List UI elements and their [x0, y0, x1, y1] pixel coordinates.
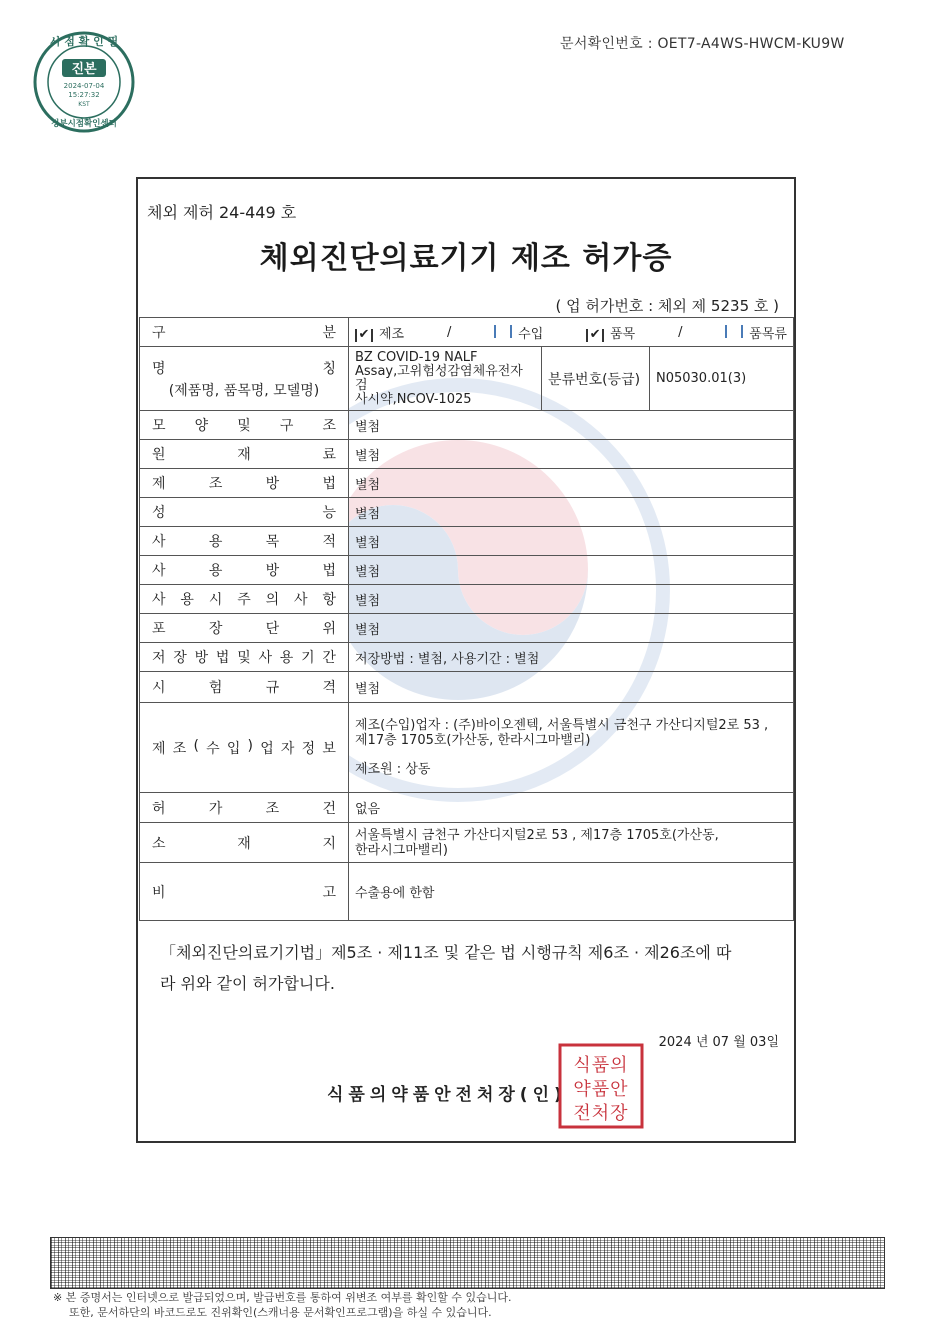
spec-row-label [146, 502, 342, 522]
spec-row [140, 585, 794, 614]
spec-row [140, 411, 794, 440]
spec-row-label-char: 기 [301, 650, 315, 666]
checked-box-icon: ✔ [586, 329, 604, 342]
spec-row-label-char: 항 [322, 592, 336, 608]
legal-line: 라 위와 같이 허가합니다. [160, 974, 335, 993]
spec-row [140, 469, 794, 498]
spec-row-label-char: 방 [194, 650, 209, 666]
permit-details-table [139, 317, 794, 921]
notice-line: 또한, 문서하단의 바코드로도 진위확인(스캐너용 문서확인프로그램)을 하실 수 있습니다. [69, 1306, 492, 1319]
spec-row-label-char: 시 [152, 680, 166, 696]
spec-row-label [146, 647, 342, 667]
spec-row-label-char: 재 [237, 447, 251, 463]
name-row [140, 347, 794, 411]
spec-row-label-char: 조 [208, 476, 223, 492]
option-separator: / [446, 324, 452, 340]
spec-row-value: 저장방법 : 별첨, 사용기간 : 별첨 [349, 643, 794, 672]
spec-row-label-char: 규 [265, 680, 280, 696]
manufacturer-line: 제17층 1705호(가산동, 한라시그마밸리) [355, 733, 591, 748]
product-name-line: 사시약,NCOV-1025 [355, 391, 472, 407]
spec-row-label-char: 방 [265, 476, 280, 492]
spec-row-label [146, 618, 342, 638]
spec-row-value: 별첨 [349, 585, 794, 614]
spec-row-label-char: 적 [322, 534, 336, 550]
division-options [355, 323, 787, 342]
svg-text:정부시점확인센터: 정부시점확인센터 [51, 119, 117, 129]
spec-row-label [146, 444, 342, 464]
spec-row-label-char: 용 [180, 592, 194, 608]
spec-row-value: 별첨 [349, 672, 794, 703]
manufacturer-label-char: 업 [260, 740, 274, 757]
spec-row-label-char: 구 [279, 418, 294, 434]
name-label-cell [140, 347, 349, 411]
svg-text:약품안: 약품안 [573, 1079, 629, 1100]
spec-row-label-char: 저 [152, 650, 166, 666]
spec-row [140, 672, 794, 703]
legal-line: 「체외진단의료기기법」제5조 · 제11조 및 같은 법 시행규칙 제6조 · 제26조에 따 [160, 943, 732, 962]
spec-row [140, 440, 794, 469]
spec-row-label-char: 사 [152, 534, 166, 550]
manufacturer-label-char: ( [193, 737, 199, 754]
manufacturer-label-char: 수 [206, 740, 220, 757]
manufacturer-label-char: 조 [172, 740, 187, 757]
manufacturer-value-cell [349, 703, 794, 793]
spec-row [140, 527, 794, 556]
location-row [140, 823, 794, 863]
manufacturer-label-char: 제 [152, 740, 166, 757]
product-name-line: Assay,고위험성감염체유전자검 [355, 363, 523, 393]
spec-row-label [146, 560, 342, 580]
class-number-value: N05030.01(3) [650, 347, 794, 411]
spec-row-label-char: 사 [258, 650, 273, 666]
division-option [494, 323, 543, 342]
manufacturer-label-char: 정 [301, 740, 316, 757]
spec-row-label [146, 677, 342, 697]
location-line: 서울특별시 금천구 가산디지털2로 53 , 제17층 1705호(가산동, [355, 827, 719, 843]
spec-row-label [146, 415, 342, 435]
manufacturer-label-char: ) [247, 737, 253, 754]
spec-row-label-char: 능 [322, 505, 336, 521]
spec-row-label-char: 방 [265, 563, 280, 579]
spec-row-label-char: 포 [152, 621, 166, 637]
division-label [146, 322, 342, 342]
manufacturer-label-char: 보 [322, 740, 336, 757]
product-name-line: BZ COVID-19 NALF [355, 349, 478, 365]
manufacturer-label-char: 입 [226, 740, 241, 757]
document-confirm-number: 문서확인번호 : OET7-A4WS-HWCM-KU9W [560, 36, 845, 52]
verification-seal [32, 30, 136, 134]
permit-number: 체외 제허 24-449 호 [147, 203, 297, 222]
division-option [586, 323, 635, 342]
spec-row [140, 498, 794, 527]
spec-row-label-char: 험 [208, 680, 223, 696]
spec-row [140, 556, 794, 585]
remarks-label-char: 비 [152, 884, 166, 901]
division-option-label: 수입 [518, 326, 544, 342]
issuing-authority: 식품의약품안전처장(인) [327, 1085, 567, 1105]
spec-row-label [146, 473, 342, 493]
spec-row-label-char: 위 [322, 621, 336, 637]
spec-row [140, 643, 794, 672]
name-label-char: 칭 [322, 360, 336, 377]
division-label-char: 분 [322, 325, 336, 341]
spec-row-label-char: 장 [208, 621, 223, 637]
svg-text:시 점 확 인 필: 시 점 확 인 필 [49, 35, 119, 48]
conditions-label-char: 조 [265, 800, 280, 817]
svg-text:진본: 진본 [71, 62, 97, 77]
location-label [146, 833, 342, 853]
division-option-label: 품목 [610, 326, 636, 342]
spec-row-label-char: 양 [194, 418, 209, 434]
svg-text:전처장: 전처장 [573, 1103, 629, 1124]
spec-row-label-char: 주 [237, 592, 251, 608]
spec-row-label-char: 제 [152, 476, 166, 492]
option-separator: / [678, 324, 683, 340]
spec-row-label-char: 법 [322, 476, 336, 492]
spec-row-label-char: 용 [279, 650, 294, 666]
manufacturer-label-char: 자 [280, 740, 295, 757]
business-license-number: ( 업 허가번호 : 체외 제 5235 호 ) [555, 297, 779, 315]
spec-row-label-char: 목 [265, 534, 280, 550]
manufacturer-line: 제조(수입)업자 : (주)바이오젠텍, 서울특별시 금천구 가산디지털2로 53 , [355, 718, 769, 733]
location-label-char: 소 [152, 835, 166, 852]
division-row [140, 318, 794, 347]
spec-row-label [146, 531, 342, 551]
spec-row-label-char: 원 [152, 447, 166, 463]
remarks-row [140, 863, 794, 921]
spec-row-value: 별첨 [349, 498, 794, 527]
spec-row-label-char: 장 [173, 650, 187, 666]
conditions-row [140, 793, 794, 823]
checked-box-icon: ✔ [355, 329, 373, 342]
conditions-label-char: 건 [322, 800, 336, 817]
spec-row-value: 별첨 [349, 411, 794, 440]
spec-row-label-char: 격 [322, 680, 336, 696]
spec-row-label-char: 및 [237, 418, 251, 434]
spec-row-label-char: 조 [322, 418, 336, 434]
name-label [146, 358, 342, 378]
location-value-cell [349, 823, 794, 863]
spec-row-label-char: 의 [265, 592, 280, 608]
location-line: 한라시그마밸리) [355, 842, 448, 858]
name-label-sub: (제품명, 품목명, 모델명) [168, 382, 320, 399]
simple-rows [140, 411, 794, 703]
division-label-cell [140, 318, 349, 347]
location-label-char: 지 [322, 835, 336, 852]
division-option-label: 품목류 [749, 326, 787, 342]
spec-row-label-char: 용 [208, 534, 223, 550]
svg-text:식품의: 식품의 [573, 1055, 629, 1076]
spec-row-label-char: 및 [237, 650, 251, 666]
spec-row-label-char: 시 [208, 592, 223, 608]
manufacturer-label [146, 738, 342, 758]
spec-row-value: 별첨 [349, 527, 794, 556]
remarks-label [146, 882, 342, 902]
spec-row-label-char: 간 [322, 650, 336, 666]
issuance-notice [53, 1290, 511, 1320]
spec-row-label-char: 성 [152, 505, 166, 521]
class-number-label: 분류번호(등급) [542, 347, 650, 411]
spec-row-value: 별첨 [349, 556, 794, 585]
legal-statement [160, 937, 780, 999]
spec-row-label [146, 589, 342, 609]
spec-row-label-char: 용 [208, 563, 223, 579]
page-title: 체외진단의료기기 제조 허가증 [259, 241, 673, 276]
conditions-label-char: 허 [152, 800, 166, 817]
document-barcode [50, 1237, 885, 1289]
conditions-label [146, 798, 342, 818]
empty-box-icon [494, 325, 512, 338]
empty-box-icon [725, 325, 743, 338]
division-options-cell [349, 318, 794, 347]
name-label-char: 명 [152, 360, 166, 377]
official-red-seal [558, 1043, 644, 1129]
remarks-value: 수출용에 한함 [349, 863, 794, 921]
spec-row-label-char: 법 [322, 563, 336, 579]
notice-line: ※ 본 증명서는 인터넷으로 발급되었으며, 발급번호를 통하여 위변조 여부를 확인할 수 있습니다. [53, 1291, 512, 1304]
division-option [725, 323, 787, 342]
division-label-char: 구 [152, 325, 166, 341]
manufacturer-row [140, 703, 794, 793]
division-option-label: 제조 [379, 326, 405, 342]
spec-row-label-char: 단 [265, 621, 280, 637]
spec-row-label-char: 사 [152, 592, 166, 608]
spec-row-value: 별첨 [349, 469, 794, 498]
spec-row-value: 별첨 [349, 614, 794, 643]
svg-text:15:27:32: 15:27:32 [68, 91, 100, 99]
conditions-value: 없음 [349, 793, 794, 823]
svg-text:2024-07-04: 2024-07-04 [63, 82, 105, 90]
remarks-label-char: 고 [322, 884, 336, 901]
spec-row-label-char: 모 [152, 418, 166, 434]
spec-row-label-char: 사 [152, 563, 166, 579]
spec-row-label-char: 사 [294, 592, 308, 608]
spec-row-value: 별첨 [349, 440, 794, 469]
svg-text:KST: KST [78, 101, 90, 108]
spec-row [140, 614, 794, 643]
spec-row-label-char: 료 [322, 447, 336, 463]
division-option [355, 323, 404, 342]
location-label-char: 재 [237, 835, 251, 852]
product-name-cell [349, 347, 542, 411]
issue-date: 2024 년 07 월 03일 [658, 1035, 779, 1050]
manufacturer-label-cell [140, 703, 349, 793]
spec-row-label-char: 법 [215, 650, 230, 666]
manufacturer-origin: 제조원 : 상동 [355, 762, 431, 777]
conditions-label-char: 가 [208, 800, 223, 817]
